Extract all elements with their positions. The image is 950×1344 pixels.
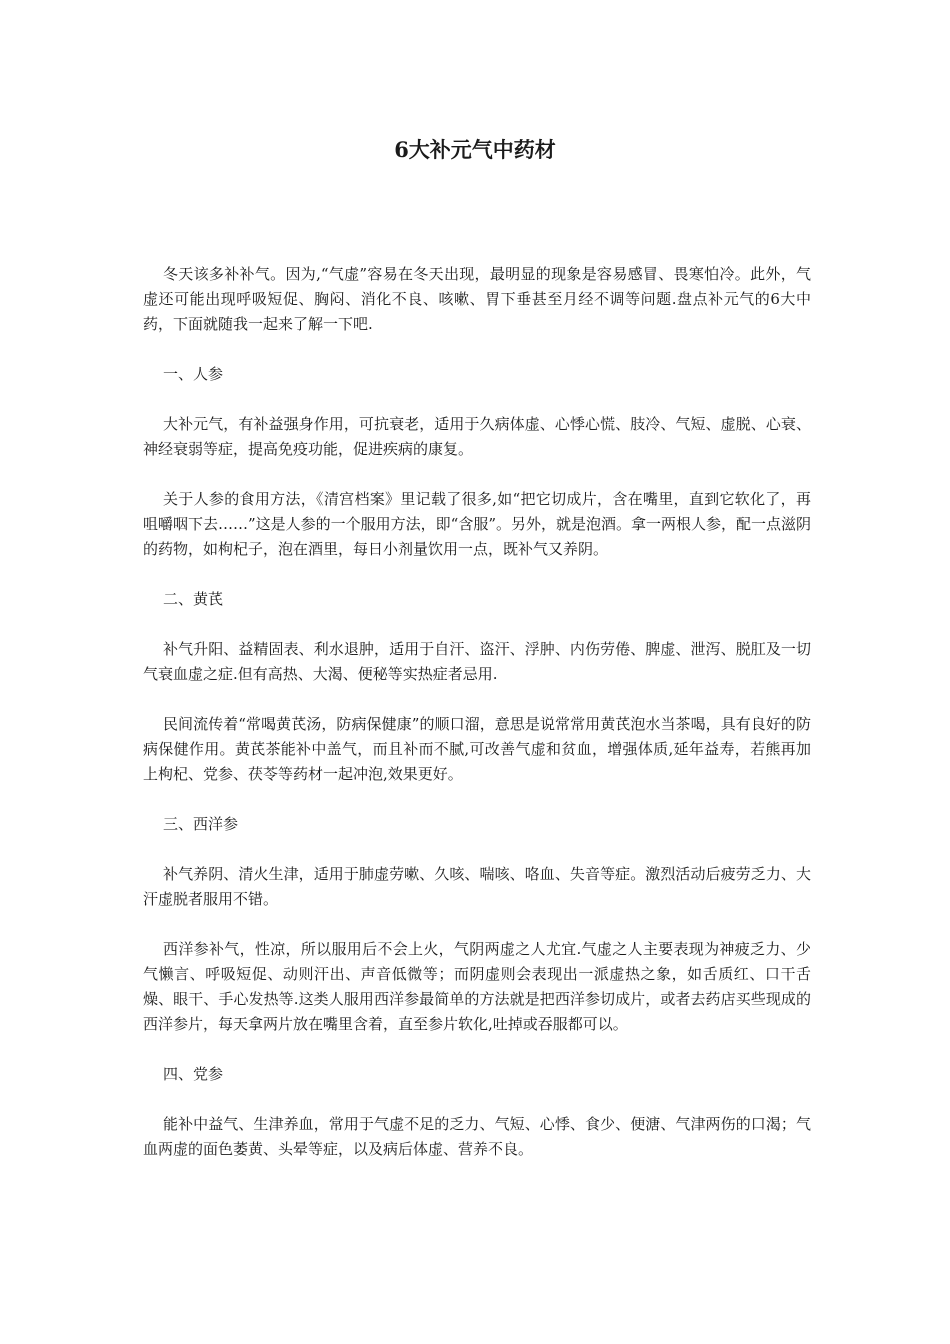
- body-paragraph: 民间流传着“常喝黄芪汤，防病保健康”的顺口溜，意思是说常常用黄芪泡水当茶喝，具有良好的防病保健作用。黄芪茶能补中盖气，而且补而不腻,可改善气虚和贫血，增强体质,延年益寿，若熊再加上枸杞、党参、茯苓等药材一起冲泡,效果更好。: [143, 715, 811, 783]
- paragraph-spacer: [143, 787, 811, 812]
- paragraph-spacer: [143, 1087, 811, 1112]
- section-heading-dangshen: 四、党参: [163, 1065, 224, 1083]
- section-heading-renshen: 一、人参: [163, 365, 224, 383]
- paragraph-spacer: [143, 912, 811, 937]
- section-heading-xiyangshen: 三、西洋参: [163, 815, 239, 833]
- paragraph-spacer: [143, 837, 811, 862]
- intro-paragraph: 冬天该多补补气。因为,“气虚”容易在冬天出现，最明显的现象是容易感冒、畏寒怕冷。此外，气虚还可能出现呼吸短促、胸闷、消化不良、咳嗽、胃下垂甚至月经不调等问题.盘点补元气的6大中药，下面就随我一起来了解一下吧.: [143, 265, 811, 333]
- body-paragraph: 大补元气，有补益强身作用，可抗衰老，适用于久病体虚、心悸心慌、肢冷、气短、虚脱、心衰、神经衰弱等症，提高免疫功能，促进疾病的康复。: [143, 415, 811, 458]
- paragraph-spacer: [143, 462, 811, 487]
- paragraph-spacer: [143, 687, 811, 712]
- body-paragraph: 关于人参的食用方法，《清宫档案》里记载了很多,如“把它切成片，含在嘴里，直到它软化了，再咀嚼咽下去……”这是人参的一个服用方法，即“含服”。另外，就是泡酒。拿一两根人参，配一点滋阴的药物，如枸杞子，泡在酒里，每日小剂量饮用一点，既补气又养阴。: [143, 490, 812, 558]
- body-paragraph: 西洋参补气，性凉，所以服用后不会上火，气阴两虚之人尤宜.气虚之人主要表现为神疲乏力、少气懒言、呼吸短促、动则汗出、声音低微等；而阴虚则会表现出一派虚热之象，如舌质红、口干舌燥、眼干、手心发热等.这类人服用西洋参最简单的方法就是把西洋参切成片，或者去药店买些现成的西洋参片，每天拿两片放在嘴里含着，直至参片软化,吐掉或吞服都可以。: [143, 940, 811, 1033]
- document-title: 6大补元气中药材: [394, 137, 556, 162]
- body-paragraph: 补气养阴、清火生津，适用于肺虚劳嗽、久咳、喘咳、咯血、失音等症。激烈活动后疲劳乏力、大汗虚脱者服用不错。: [143, 865, 811, 908]
- paragraph-spacer: [143, 1037, 811, 1062]
- body-paragraph: 能补中益气、生津养血，常用于气虚不足的乏力、气短、心悸、食少、便溏、气津两伤的口渴；气血两虚的面色萎黄、头晕等症，以及病后体虚、营养不良。: [143, 1115, 811, 1158]
- body-paragraph: 补气升阳、益精固表、利水退肿，适用于自汗、盗汗、浮肿、内伤劳倦、脾虚、泄泻、脱肛及一切气衰血虚之症.但有高热、大渴、便秘等实热症者忌用.: [143, 640, 811, 683]
- paragraph-spacer: [143, 612, 811, 637]
- document-body: [143, 262, 811, 1162]
- paragraph-spacer: [143, 337, 811, 362]
- section-heading-huangqi: 二、黄芪: [163, 590, 224, 608]
- paragraph-spacer: [143, 562, 811, 587]
- paragraph-spacer: [143, 387, 811, 412]
